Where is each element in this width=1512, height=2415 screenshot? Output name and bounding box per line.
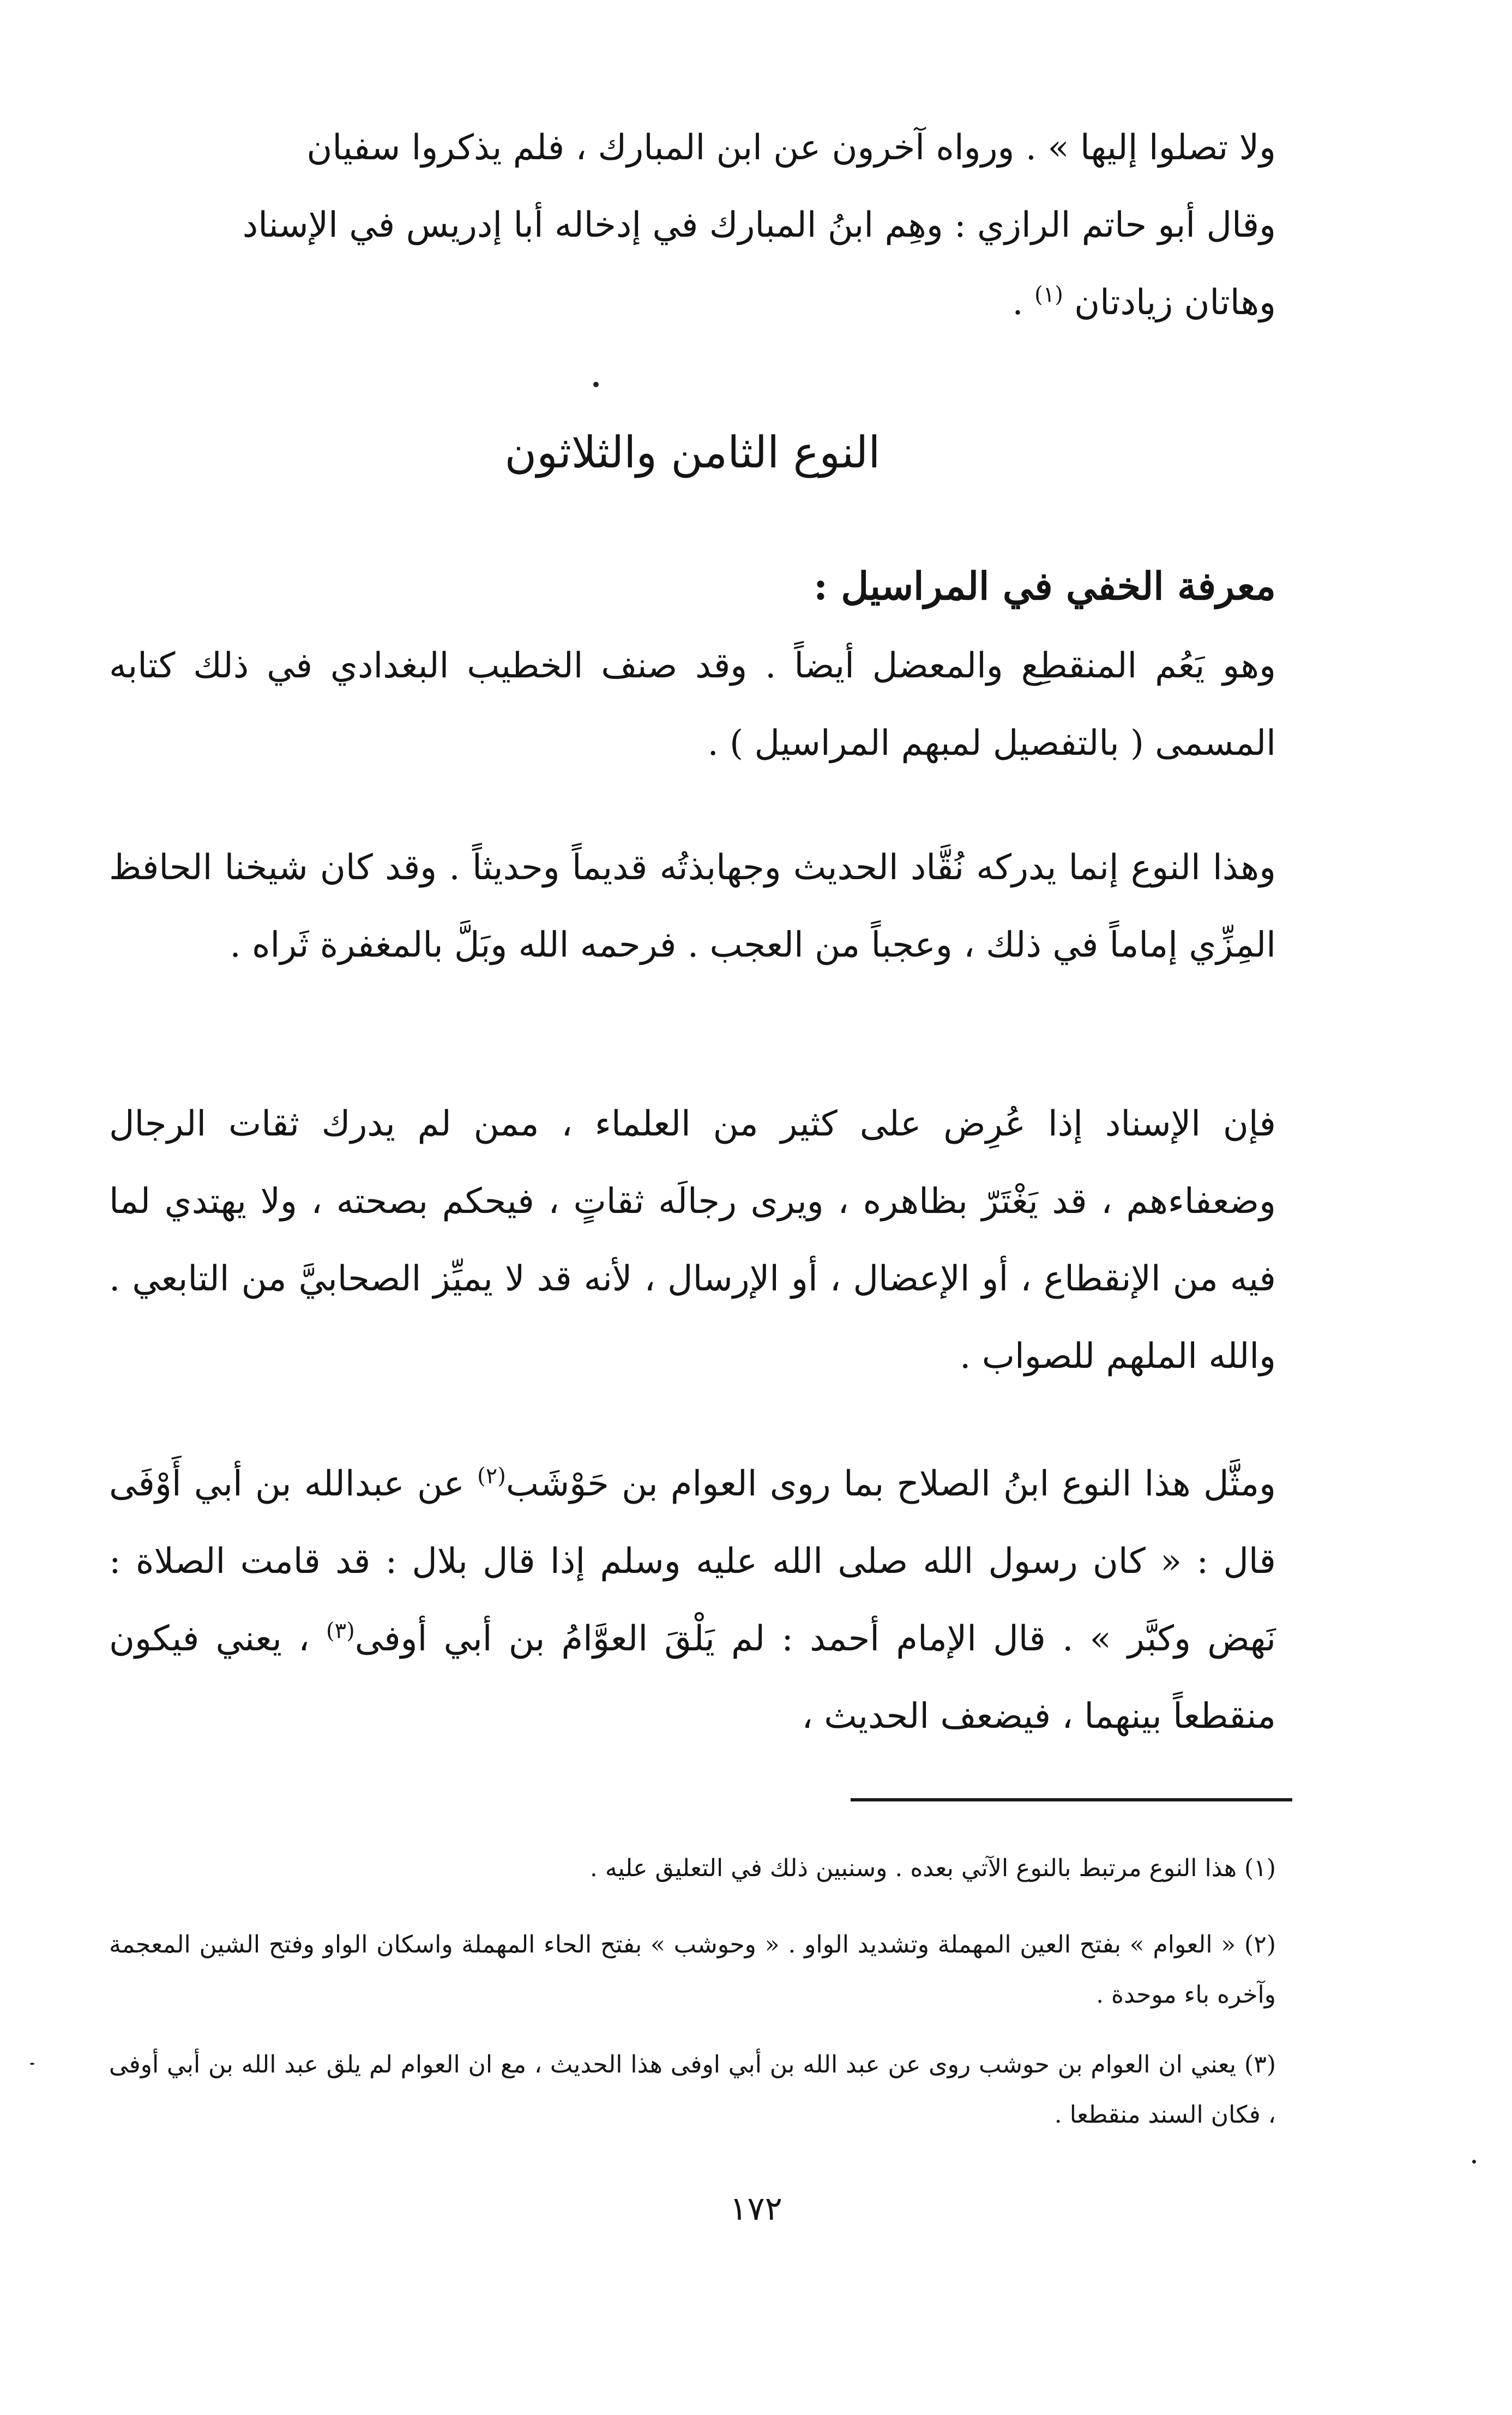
chapter-title: النوع الثامن والثلاثون: [504, 427, 881, 478]
paragraph-4-part-3: ، يعني فيكون منقطعاً بينهما ، فيضعف الحديث ،: [109, 1619, 1276, 1737]
carryover-line-3-text: وهاتان زيادتان: [1074, 283, 1276, 323]
paragraph-3: فإن الإسناد إذا عُرِض على كثير من العلماء ، ممن لم يدرك ثقات الرجال وضعفاءهم ، قد يَغْتَرّ بظاهره ، ويرى رجالَه ثقاتٍ ، فيحكم بصحته ، ولا يهتدي لما فيه من الإنقطاع ، أو الإعضال ، أو الإرسال ، لأنه قد لا يميِّز الصحابيَّ من التابعي . والله الملهم للصواب .: [109, 1104, 1276, 1377]
page-number: ١٧٢: [730, 2190, 782, 2228]
footnote-3: (٣) يعني ان العوام بن حوشب روى عن عبد الله بن أبي اوفى هذا الحديث ، مع ان العوام لم يلق عبد الله بن أبي أوفى ، فكان السند منقطعا .: [109, 2051, 1276, 2129]
paragraph-1: وهو يَعُم المنقطِع والمعضل أيضاً . وقد صنف الخطيب البغدادي في ذلك كتابه المسمى ( بالتفصيل لمبهم المراسيل ) .: [109, 646, 1276, 764]
footnote-ref-1: (١): [1034, 282, 1063, 308]
paragraph-4-part-1: ومثَّل هذا النوع ابنُ الصلاح بما روى العوام بن حَوْشَب: [505, 1464, 1276, 1504]
carryover-line-3: [109, 264, 1276, 341]
footnote-1: (١) هذا النوع مرتبط بالنوع الآتي بعده . وسنبين ذلك في التعليق عليه .: [589, 1854, 1276, 1882]
footnote-ref-3: (٣): [326, 1618, 355, 1644]
paragraph-2: وهذا النوع إنما يدركه نُقَّاد الحديث وجهابذتُه قديماً وحديثاً . وقد كان شيخنا الحافظ المِزِّي إماماً في ذلك ، وعجباً من العجب . فرحمه الله وبَلَّ بالمغفرة ثَراه .: [109, 848, 1276, 965]
footnote-2: (٢) « العوام » بفتح العين المهملة وتشديد الواو . « وحوشب » بفتح الحاء المهملة واسكان الواو وفتح الشين المعجمة وآخره باء موحدة .: [109, 1931, 1276, 2009]
carryover-line-2: وقال أبو حاتم الرازي : وهِم ابنُ المبارك في إدخاله أبا إدريس في الإسناد: [242, 205, 1276, 245]
carryover-line-1: ولا تصلوا إليها » . ورواه آخرون عن ابن المبارك ، فلم يذكروا سفيان: [306, 128, 1276, 168]
footnote-ref-2: (٢): [477, 1463, 506, 1489]
paragraph-4-part-2: عن عبدالله بن أبي أَوْفَى قال : « كان رسول الله صلى الله عليه وسلم إذا قال بلال : قد قامت الصلاة : نَهض وكبَّر » . قال الإمام أحمد : لم يَلْقَ العوَّامُ بن أبي أوفى: [109, 1464, 1276, 1659]
scan-speck: [30, 2063, 34, 2065]
paragraph-4: [109, 1445, 1276, 1755]
scan-speck: [1472, 2160, 1476, 2164]
footnote-separator: [851, 1798, 1292, 1801]
carryover-line-3-end: .: [1012, 283, 1035, 323]
ornament-dot: [593, 382, 599, 387]
section-heading: معرفة الخفي في المراسيل :: [814, 563, 1276, 609]
